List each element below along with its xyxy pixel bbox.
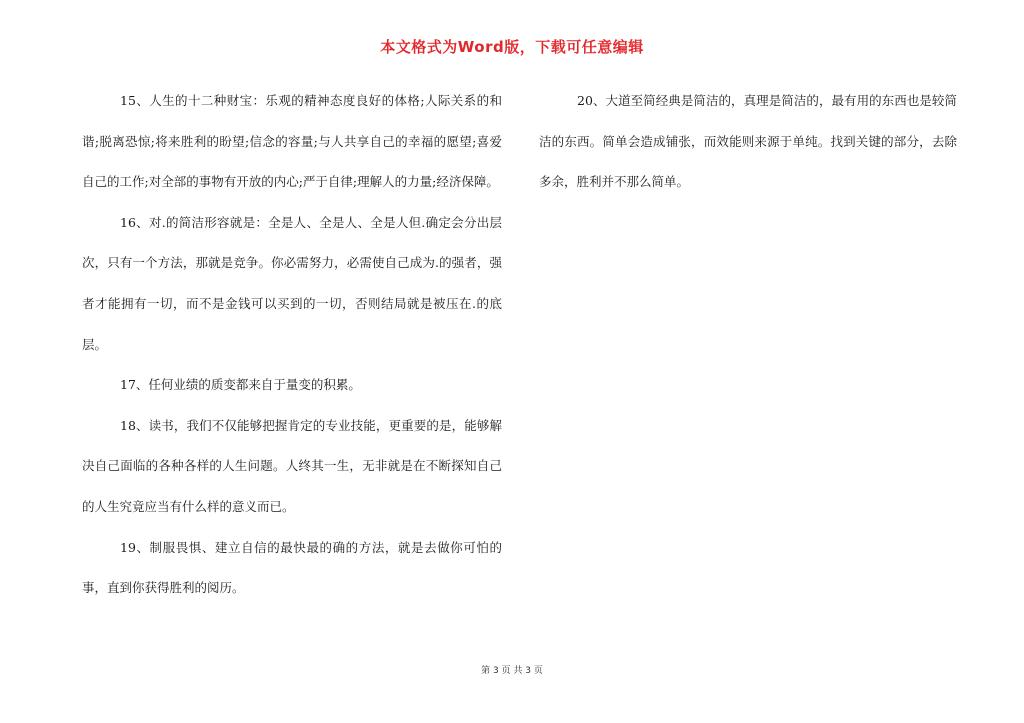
paragraph-18: 18、读书，我们不仅能够把握肯定的专业技能，更重要的是，能够解决自己面临的各种各样的人生问题。人终其一生，无非就是在不断探知自己的人生究竟应当有什么样的意义而已。	[82, 417, 502, 514]
paragraph-19: 19、制服畏惧、建立自信的最快最的确的方法，就是去做你可怕的事，直到你获得胜利的阅历。	[82, 539, 502, 596]
paragraph-17: 17、任何业绩的质变都来自于量变的积累。	[120, 377, 361, 393]
paragraph-15: 15、人生的十二种财宝：乐观的精神态度良好的体格;人际关系的和谐;脱离恐惊;将来胜利的盼望;信念的容量;与人共享自己的幸福的愿望;喜爱自己的工作;对全部的事物有开放的内心;严于自律;理解人的力量;经济保障。	[82, 93, 502, 190]
right-text-column	[539, 81, 957, 203]
document-watermark-banner: 本文格式为Word版，下载可任意编辑	[380, 38, 644, 56]
left-text-column	[82, 81, 502, 609]
paragraph-16: 16、对.的简洁形容就是：全是人、全是人、全是人但.确定会分出层次，只有一个方法，那就是竞争。你必需努力，必需使自己成为.的强者，强者才能拥有一切，而不是金钱可以买到的一切，否则结局就是被压在.的底层。	[82, 214, 502, 352]
paragraph-20: 20、大道至简经典是简洁的，真理是简洁的，最有用的东西也是较简洁的东西。简单会造成铺张，而效能则来源于单纯。找到关键的部分，去除多余，胜利并不那么简单。	[539, 93, 957, 190]
page-number-footer: 第 3 页 共 3 页	[481, 666, 543, 676]
